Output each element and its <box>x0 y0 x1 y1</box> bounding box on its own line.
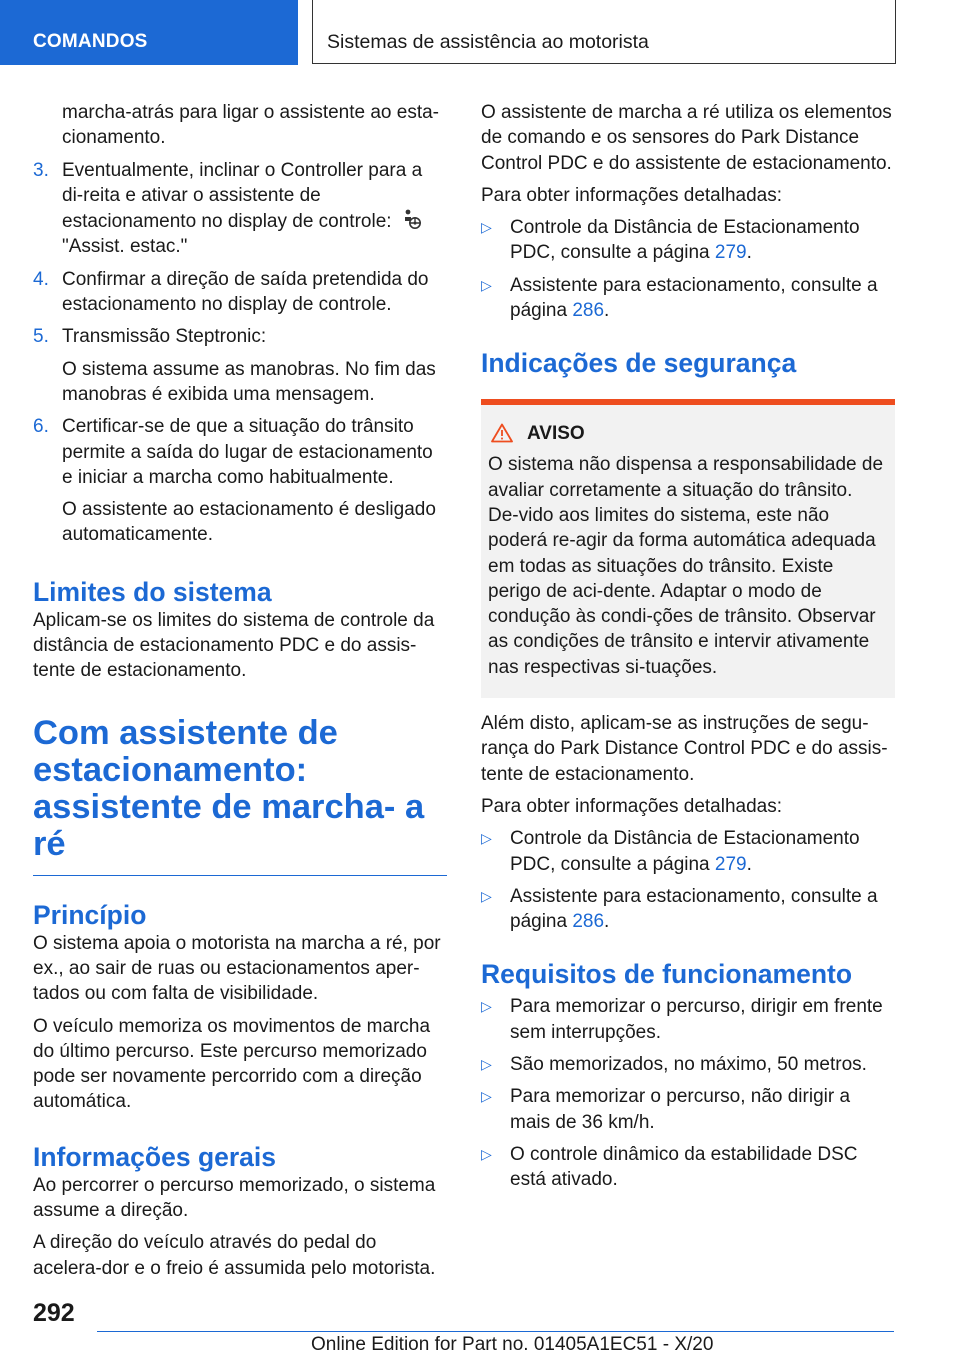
triangle-right-icon: ▷ <box>481 1145 492 1162</box>
step-text-part: Eventualmente, inclinar o Controller para a di‐reita e ativar o assistente de estacionamento no display de controle: <box>62 159 423 233</box>
reference-end: . <box>604 911 610 933</box>
paragraph: O veículo memoriza os movimentos de marcha do último percurso. Este percurso memorizado pode ser novamente percorrido com a direção automática. <box>33 1015 431 1113</box>
chapter-header <box>312 0 896 64</box>
reference-end: . <box>746 242 752 264</box>
step-text <box>62 158 447 260</box>
warning-text: O sistema não dispensa a responsabilidade de avaliar corretamente a situação do trânsito. De‐vido aos limites do sistema, este não poderá re‐agir da forma automática adequada em todas as situações do trânsito. Existe perigo de aci‐dente. Adaptar o modo de condução às condi‐ções de trânsito. Observar as condições de trânsito e intervir ativamente nas respectivas si‐tuações. <box>488 454 884 678</box>
step-text: Confirmar a direção de saída pretendida do estacionamento no display de controle. <box>62 268 429 316</box>
edition-note: Online Edition for Part no. 01405A1EC51 - X/20 <box>311 1334 714 1355</box>
reference-end: . <box>746 853 752 875</box>
reference-label: Assistente para estacionamento, consulte a página <box>510 885 878 933</box>
paragraph: Aplicam-se os limites do sistema de controle da distância de estacionamento PDC e do assis‐tente de estacionamento. <box>33 609 435 682</box>
step-extra: O assistente ao estacionamento é desligado automaticamente. <box>62 499 436 546</box>
requirement-text: Para memorizar o percurso, dirigir em frente sem interrupções. <box>510 996 883 1043</box>
list-item <box>481 884 895 935</box>
paragraph: Para obter informações detalhadas: <box>481 184 783 206</box>
heading-requisitos: Requisitos de funcionamento <box>481 959 853 990</box>
list-item <box>481 1142 895 1193</box>
triangle-right-icon: ▷ <box>481 1056 492 1073</box>
step-item <box>33 267 447 318</box>
reference-label: Controle da Distância de Estacionamento PDC, consulte a página <box>510 217 860 264</box>
reference-text <box>510 884 895 935</box>
step-number: 6. <box>33 416 49 438</box>
warning-title <box>488 421 887 447</box>
step-item <box>33 158 447 260</box>
step-number: 3. <box>33 159 49 181</box>
section-title: COMANDOS <box>33 31 148 52</box>
warning-box <box>481 399 895 698</box>
list-item <box>481 994 895 1045</box>
parking-assistant-icon <box>400 208 422 230</box>
chapter-title: Sistemas de assistência ao motorista <box>327 31 649 53</box>
section-tab <box>0 0 298 65</box>
page-link[interactable]: 286 <box>572 911 605 933</box>
paragraph: O sistema apoia o motorista na marcha a ré, por ex., ao sair de ruas ou estacionamentos aper‐tados ou com falta de visibilidade. <box>33 932 441 1005</box>
paragraph: Ao percorrer o percurso memorizado, o sistema assume a direção. <box>33 1174 436 1222</box>
paragraph-continued: marcha-atrás para ligar o assistente ao esta‐cionamento. <box>62 102 440 149</box>
heading-seguranca: Indicações de segurança <box>481 348 797 379</box>
step-text: Certificar-se de que a situação do trânsito permite a saída do lugar de estacionamento e iniciar a marcha como habitualmente. <box>62 416 433 488</box>
heading-limites: Limites do sistema <box>33 576 272 607</box>
step-number: 4. <box>33 268 49 290</box>
list-item <box>481 273 895 324</box>
page-link[interactable]: 279 <box>714 242 747 264</box>
triangle-right-icon: ▷ <box>481 887 492 904</box>
list-item <box>481 215 895 266</box>
step-text: Transmissão Steptronic: <box>62 326 267 348</box>
reference-label: Assistente para estacionamento, consulte a página <box>510 274 878 322</box>
heading-info: Informações gerais <box>33 1141 277 1172</box>
list-item <box>481 826 895 877</box>
requirement-text: Para memorizar o percurso, não dirigir a mais de 36 km/h. <box>510 1086 851 1133</box>
footer-rule <box>97 1331 894 1332</box>
requirement-text: O controle dinâmico da estabilidade DSC está ativado. <box>510 1143 858 1191</box>
paragraph: Além disto, aplicam-se as instruções de segu‐rança do Park Distance Control PDC e do assis‐tente de estacionamento. <box>481 713 888 785</box>
page-link[interactable]: 279 <box>714 853 747 875</box>
page-link[interactable]: 286 <box>572 300 605 322</box>
triangle-right-icon: ▷ <box>481 276 492 293</box>
heading-rule <box>33 875 447 876</box>
step-item <box>33 414 447 547</box>
left-column <box>33 100 447 1281</box>
paragraph: O assistente de marcha a ré utiliza os elementos de comando e os sensores do Park Distance Control PDC e do assistente de estacionamento. <box>481 102 892 174</box>
reference-text <box>510 273 895 324</box>
heading-principio: Princípio <box>33 899 147 930</box>
triangle-right-icon: ▷ <box>481 998 492 1015</box>
list-item <box>481 1084 895 1135</box>
step-extra: O sistema assume as manobras. No fim das manobras é exibida uma mensagem. <box>62 358 436 405</box>
paragraph: A direção do veículo através do pedal do acelera‐dor e o freio é assumida pelo motorista. <box>33 1232 436 1279</box>
triangle-right-icon: ▷ <box>481 219 492 236</box>
triangle-right-icon: ▷ <box>481 1088 492 1105</box>
right-column <box>481 100 895 1193</box>
reference-label: Controle da Distância de Estacionamento PDC, consulte a página <box>510 828 860 875</box>
step-number: 5. <box>33 326 49 348</box>
warning-triangle-icon <box>491 423 513 443</box>
reference-text <box>510 215 895 266</box>
main-heading: Com assistente de estacionamento: assistente de marcha- a ré <box>33 713 425 863</box>
page-number: 292 <box>33 1299 75 1327</box>
list-item <box>481 1052 895 1077</box>
triangle-right-icon: ▷ <box>481 830 492 847</box>
requirement-text: São memorizados, no máximo, 50 metros. <box>510 1054 867 1076</box>
warning-label: AVISO <box>527 423 585 445</box>
step-text-part: "Assist. estac." <box>62 236 188 258</box>
paragraph: Para obter informações detalhadas: <box>481 795 783 817</box>
reference-end: . <box>604 300 610 322</box>
reference-text <box>510 826 895 877</box>
step-item <box>33 324 447 407</box>
